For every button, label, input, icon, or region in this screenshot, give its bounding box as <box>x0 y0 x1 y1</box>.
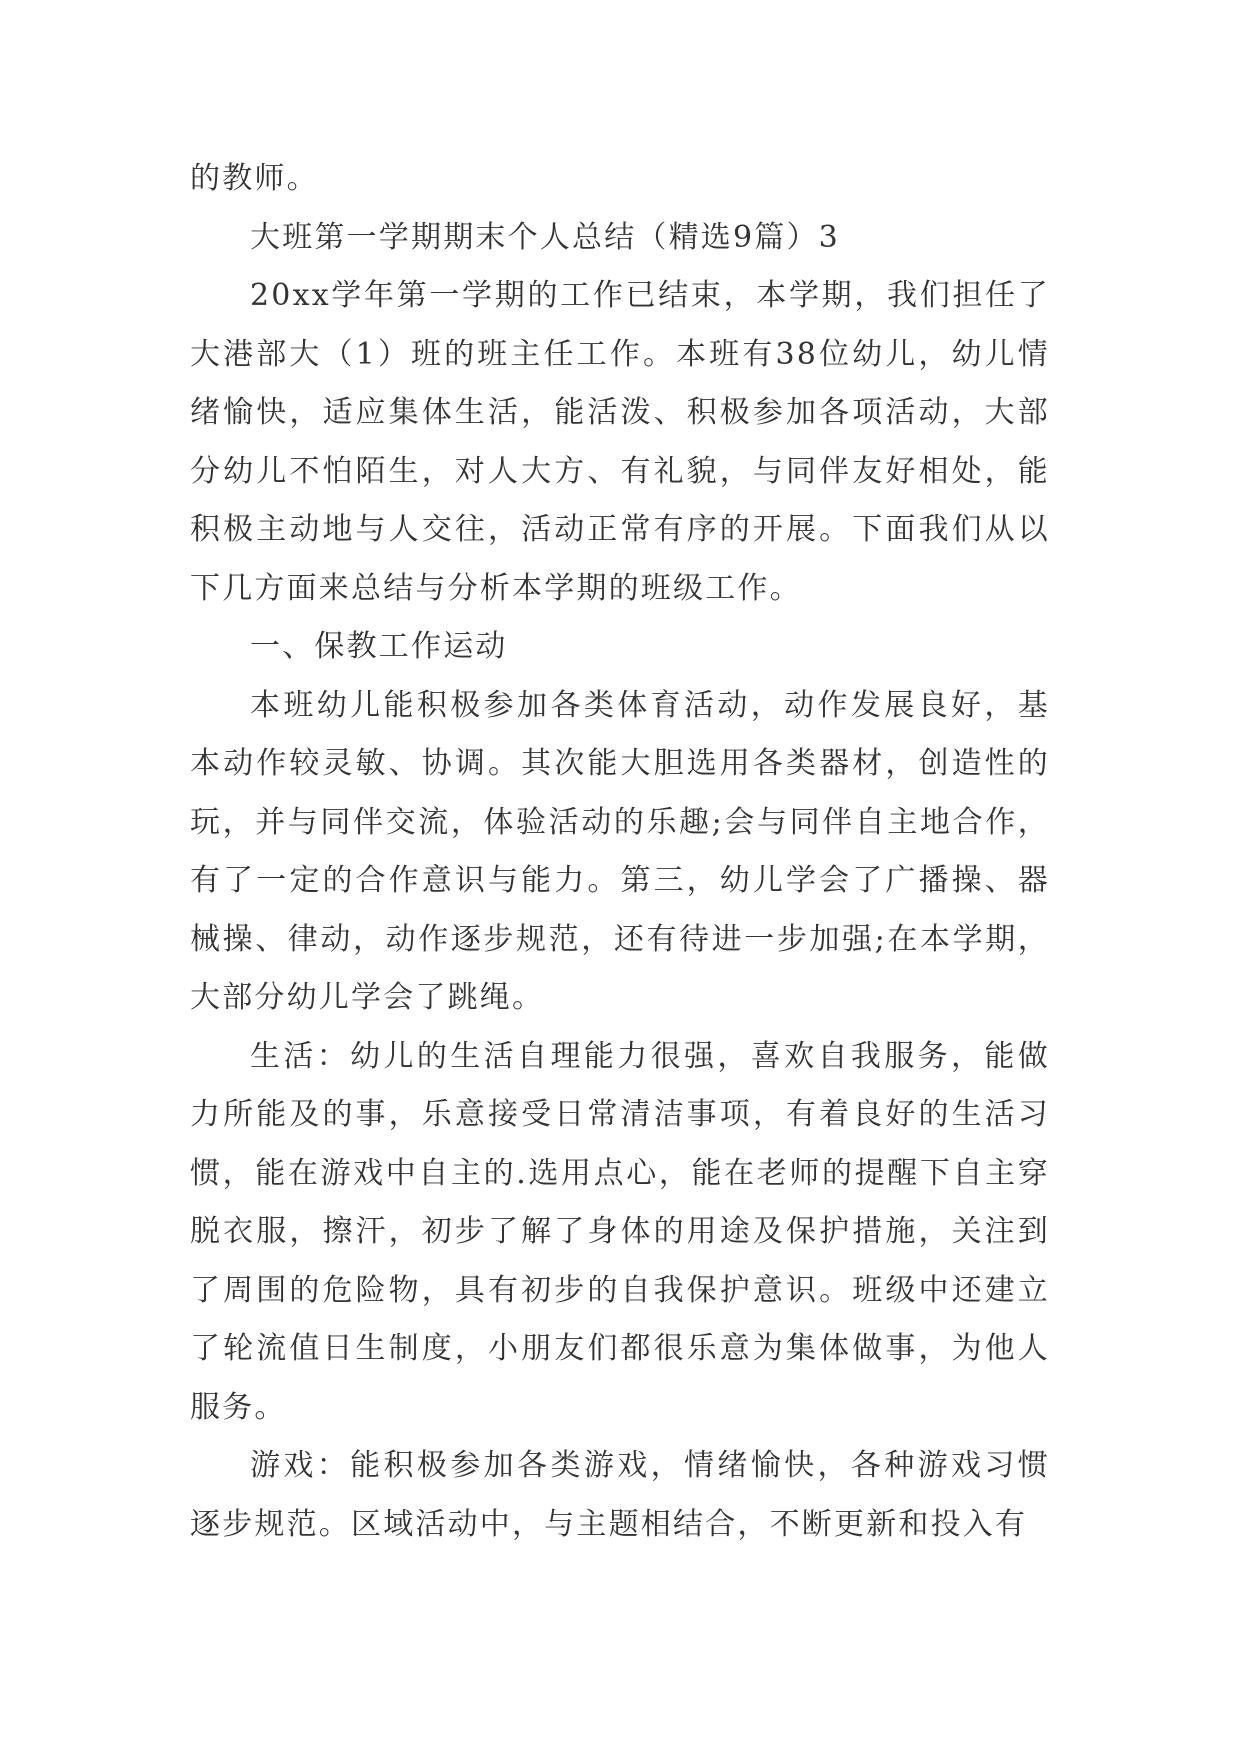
section-title: 大班第一学期期末个人总结（精选9篇）3 <box>250 219 840 255</box>
paragraph-continuation: 的教师。 <box>190 161 319 196</box>
paragraph-intro: 20xx学年第一学期的工作已结束，本学期，我们担任了大港部大（1）班的班主任工作。本班有38位幼儿，幼儿情绪愉快，适应集体生活，能活泼、积极参加各项活动，大部分幼儿不怕陌生，对人大方、有礼貌，与同伴友好相处，能积极主动地与人交往，活动正常有序的开展。下面我们从以下几方面来总结与分析本学期的班级工作。 <box>190 278 1050 606</box>
section-heading-care-education: 一、保教工作运动 <box>250 629 508 664</box>
paragraph-games: 游戏：能积极参加各类游戏，情绪愉快，各种游戏习惯逐步规范。区域活动中，与主题相结合，不断更新和投入有 <box>190 1448 1050 1542</box>
paragraph-sports: 本班幼儿能积极参加各类体育活动，动作发展良好，基本动作较灵敏、协调。其次能大胆选用各类器材，创造性的玩，并与同伴交流，体验活动的乐趣;会与同伴自主地合作，有了一定的合作意识与能力。第三，幼儿学会了广播操、器械操、律动，动作逐步规范，还有待进一步加强;在本学期，大部分幼儿学会了跳绳。 <box>190 687 1050 1015</box>
paragraph-life: 生活：幼儿的生活自理能力很强，喜欢自我服务，能做力所能及的事，乐意接受日常清洁事项，有着良好的生活习惯，能在游戏中自主的.选用点心，能在老师的提醒下自主穿脱衣服，擦汗，初步了解了身体的用途及保护措施，关注到了周围的危险物，具有初步的自我保护意识。班级中还建立了轮流值日生制度，小朋友们都很乐意为集体做事，为他人服务。 <box>190 1038 1050 1425</box>
document-body <box>190 150 1050 1554</box>
